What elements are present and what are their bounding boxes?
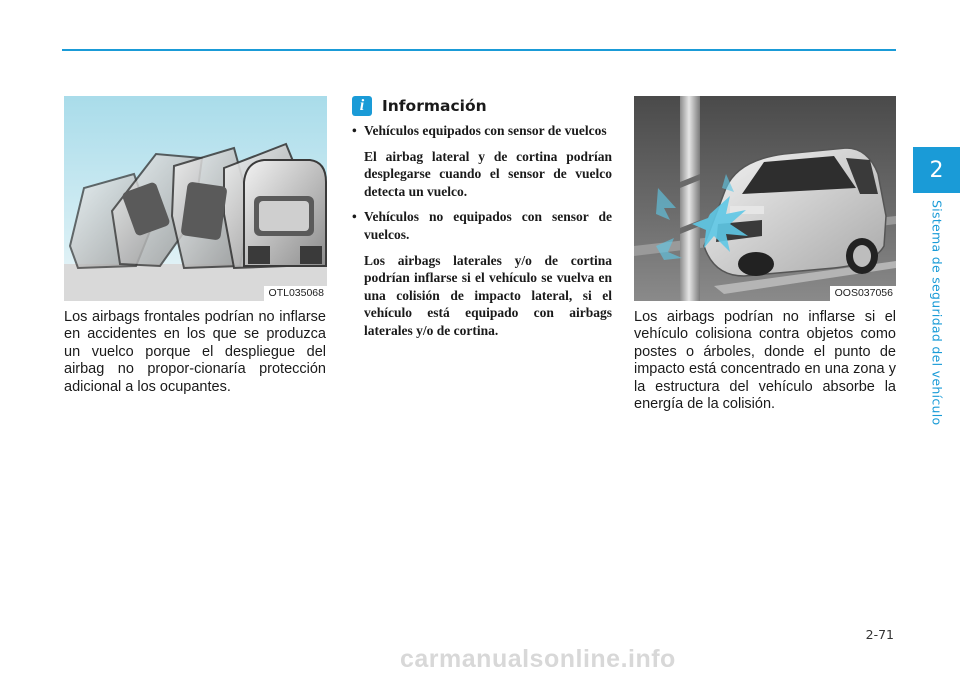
info-item [350,122,612,200]
info-item-text: Los airbags laterales y/o de cortina podrían inflarse si el vehículo se vuelva en una colisión de impacto lateral, si el vehículo está equipado con airbags laterales y/o de cortina. [364,252,612,338]
info-title: Información [382,97,487,115]
pole-collision-photo [634,96,896,301]
chapter-tab[interactable] [913,147,960,193]
info-item-text: El airbag lateral y de cortina podrían desplegarse cuando el sensor de vuelco detecta un vuelco. [364,148,612,199]
right-paragraph: Los airbags podrían no inflarse si el vehículo colisiona contra objetos como postes o árboles, donde el punto de impacto está concentrado en una zona y la estructura del vehículo absorbe la energía de la colisión. [634,309,896,413]
chapter-number: 2 [929,157,944,183]
rollover-drawing [64,96,327,301]
page-number: 2-71 [865,627,894,642]
info-item [350,208,612,339]
bullet: • [352,123,357,138]
bullet: • [352,209,357,225]
info-header [352,96,487,116]
header-rule [62,49,896,51]
section-title-vertical [920,200,954,430]
watermark: carmanualsonline.info [400,645,676,673]
info-icon: i [352,96,372,116]
left-paragraph: Los airbags frontales podrían no inflarse en accidentes en los que se produzca un vuelco porque el despliegue del airbag no propor-cionaría protección adicional a los ocupantes. [64,309,326,395]
info-item-heading: Vehículos equipados con sensor de vuelcos [364,123,607,138]
info-item-heading: Vehículos no equipados con sensor de vuelcos. [364,209,612,242]
figure-code-right: OOS037056 [830,286,896,301]
pole-collision-drawing [634,96,896,301]
info-list [350,122,612,348]
figure-code-left: OTL035068 [264,286,327,301]
rollover-illustration [64,96,327,301]
section-title: Sistema de seguridad del vehículo [929,200,945,426]
